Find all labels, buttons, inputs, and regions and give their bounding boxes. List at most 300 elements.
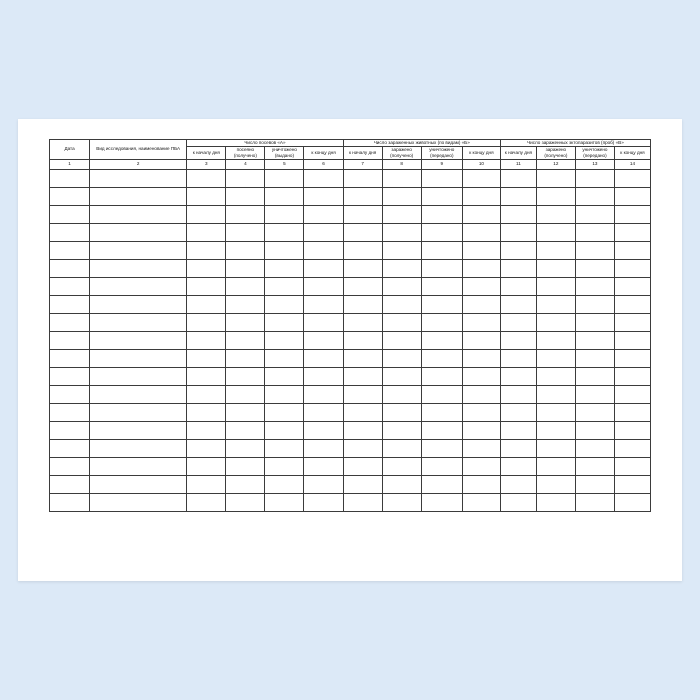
table-cell[interactable] [187,259,226,277]
table-cell[interactable] [343,169,382,187]
table-cell[interactable] [265,277,304,295]
table-cell[interactable] [500,313,536,331]
table-row[interactable] [50,403,651,421]
table-cell[interactable] [90,421,187,439]
table-cell[interactable] [187,313,226,331]
table-cell[interactable] [421,421,462,439]
group-header-ectoparasites: Число зараженных эктопаразитов (проб) «В» [500,140,650,147]
table-cell[interactable] [343,475,382,493]
table-cell[interactable] [50,169,90,187]
table-cell[interactable] [343,187,382,205]
column-header-a-end: к концу дня [304,146,343,159]
table-cell[interactable] [382,295,421,313]
table-cell[interactable] [265,205,304,223]
table-cell[interactable] [343,331,382,349]
table-cell[interactable] [187,403,226,421]
table-cell[interactable] [304,367,343,385]
table-cell[interactable] [90,457,187,475]
table-cell[interactable] [536,187,575,205]
table-cell[interactable] [226,259,265,277]
table-cell[interactable] [226,295,265,313]
table-cell[interactable] [421,439,462,457]
table-row[interactable] [50,187,651,205]
table-cell[interactable] [50,475,90,493]
table-cell[interactable] [304,493,343,511]
table-cell[interactable] [304,421,343,439]
table-cell[interactable] [265,187,304,205]
table-cell[interactable] [462,313,500,331]
table-cell[interactable] [536,439,575,457]
table-cell[interactable] [265,169,304,187]
table-cell[interactable] [462,439,500,457]
table-cell[interactable] [90,349,187,367]
table-cell[interactable] [265,421,304,439]
table-cell[interactable] [575,313,614,331]
table-cell[interactable] [536,295,575,313]
table-cell[interactable] [614,223,650,241]
table-cell[interactable] [536,205,575,223]
table-cell[interactable] [575,439,614,457]
table-cell[interactable] [462,403,500,421]
table-cell[interactable] [265,223,304,241]
table-cell[interactable] [536,313,575,331]
table-cell[interactable] [343,205,382,223]
table-cell[interactable] [50,403,90,421]
table-cell[interactable] [90,295,187,313]
table-cell[interactable] [575,259,614,277]
table-cell[interactable] [187,169,226,187]
table-cell[interactable] [614,439,650,457]
table-cell[interactable] [90,367,187,385]
table-cell[interactable] [90,241,187,259]
table-cell[interactable] [50,313,90,331]
table-cell[interactable] [265,241,304,259]
table-cell[interactable] [304,439,343,457]
table-cell[interactable] [462,259,500,277]
table-cell[interactable] [462,349,500,367]
table-cell[interactable] [575,367,614,385]
table-cell[interactable] [90,439,187,457]
table-cell[interactable] [187,205,226,223]
table-cell[interactable] [226,385,265,403]
table-cell[interactable] [343,493,382,511]
table-cell[interactable] [304,169,343,187]
table-cell[interactable] [421,493,462,511]
table-row[interactable] [50,205,651,223]
document-sheet [18,119,682,581]
table-cell[interactable] [304,385,343,403]
table-cell[interactable] [90,475,187,493]
table-cell[interactable] [500,277,536,295]
table-cell[interactable] [614,169,650,187]
table-cell[interactable] [536,385,575,403]
table-cell[interactable] [382,187,421,205]
table-cell[interactable] [187,457,226,475]
table-cell[interactable] [265,493,304,511]
table-cell[interactable] [265,385,304,403]
table-cell[interactable] [90,331,187,349]
table-cell[interactable] [382,241,421,259]
table-cell[interactable] [614,295,650,313]
table-cell[interactable] [50,277,90,295]
table-cell[interactable] [226,205,265,223]
table-cell[interactable] [536,493,575,511]
table-cell[interactable] [500,259,536,277]
table-cell[interactable] [575,475,614,493]
table-cell[interactable] [536,421,575,439]
table-cell[interactable] [575,295,614,313]
table-cell[interactable] [421,205,462,223]
table-cell[interactable] [462,367,500,385]
table-cell[interactable] [304,475,343,493]
table-cell[interactable] [343,457,382,475]
table-cell[interactable] [304,331,343,349]
table-cell[interactable] [536,367,575,385]
table-cell[interactable] [500,385,536,403]
table-row[interactable] [50,493,651,511]
column-number: 2 [90,159,187,169]
table-cell[interactable] [575,349,614,367]
table-cell[interactable] [614,277,650,295]
table-cell[interactable] [421,403,462,421]
column-header-b-end: к концу дня [462,146,500,159]
table-cell[interactable] [462,187,500,205]
table-cell[interactable] [382,331,421,349]
table-cell[interactable] [265,367,304,385]
header-research-type: Вид исследования, наименование ПБА [90,140,187,160]
table-cell[interactable] [304,403,343,421]
table-row[interactable] [50,385,651,403]
table-cell[interactable] [50,349,90,367]
table-cell[interactable] [421,457,462,475]
table-cell[interactable] [536,169,575,187]
table-cell[interactable] [343,295,382,313]
table-cell[interactable] [500,403,536,421]
table-cell[interactable] [421,187,462,205]
table-cell[interactable] [226,493,265,511]
table-cell[interactable] [421,475,462,493]
table-cell[interactable] [575,241,614,259]
table-cell[interactable] [90,313,187,331]
table-cell[interactable] [265,475,304,493]
table-cell[interactable] [575,169,614,187]
table-row[interactable] [50,331,651,349]
table-cell[interactable] [343,259,382,277]
table-cell[interactable] [421,169,462,187]
column-header-v-infected: заражено (получено) [536,146,575,159]
table-cell[interactable] [614,259,650,277]
table-cell[interactable] [462,205,500,223]
table-row[interactable] [50,241,651,259]
table-cell[interactable] [343,277,382,295]
table-cell[interactable] [50,331,90,349]
table-cell[interactable] [265,457,304,475]
table-cell[interactable] [304,241,343,259]
table-cell[interactable] [187,421,226,439]
table-cell[interactable] [500,241,536,259]
table-cell[interactable] [187,475,226,493]
table-cell[interactable] [187,223,226,241]
table-cell[interactable] [226,457,265,475]
table-cell[interactable] [265,331,304,349]
table-cell[interactable] [304,277,343,295]
table-cell[interactable] [90,385,187,403]
table-cell[interactable] [90,205,187,223]
group-header-animals: Число зараженных животных (по видам) «Б» [343,140,500,147]
table-cell[interactable] [462,493,500,511]
table-cell[interactable] [187,295,226,313]
table-cell[interactable] [536,259,575,277]
column-number: 8 [382,159,421,169]
column-header-a-sown: посеяно (получено) [226,146,265,159]
table-cell[interactable] [500,187,536,205]
table-cell[interactable] [265,295,304,313]
table-cell[interactable] [343,439,382,457]
table-cell[interactable] [614,331,650,349]
table-row[interactable] [50,223,651,241]
table-cell[interactable] [575,385,614,403]
table-cell[interactable] [50,457,90,475]
table-cell[interactable] [90,277,187,295]
table-cell[interactable] [500,205,536,223]
column-header-v-destroyed: уничтожено (передано) [575,146,614,159]
table-cell[interactable] [382,457,421,475]
table-cell[interactable] [90,403,187,421]
table-cell[interactable] [462,421,500,439]
table-cell[interactable] [382,169,421,187]
table-cell[interactable] [462,331,500,349]
table-cell[interactable] [575,457,614,475]
table-cell[interactable] [462,385,500,403]
table-cell[interactable] [500,367,536,385]
table-cell[interactable] [536,349,575,367]
table-row[interactable] [50,259,651,277]
table-cell[interactable] [575,493,614,511]
table-cell[interactable] [304,295,343,313]
table-cell[interactable] [50,223,90,241]
table-cell[interactable] [421,331,462,349]
table-cell[interactable] [226,349,265,367]
table-row[interactable] [50,439,651,457]
table-cell[interactable] [500,169,536,187]
table-cell[interactable] [575,205,614,223]
table-cell[interactable] [343,385,382,403]
table-cell[interactable] [382,223,421,241]
table-cell[interactable] [304,313,343,331]
table-cell[interactable] [462,223,500,241]
table-cell[interactable] [382,259,421,277]
table-cell[interactable] [421,349,462,367]
table-cell[interactable] [343,421,382,439]
table-cell[interactable] [50,385,90,403]
table-cell[interactable] [304,187,343,205]
table-cell[interactable] [421,313,462,331]
table-cell[interactable] [575,331,614,349]
table-cell[interactable] [382,277,421,295]
table-cell[interactable] [343,223,382,241]
table-cell[interactable] [575,421,614,439]
table-cell[interactable] [265,403,304,421]
table-cell[interactable] [226,475,265,493]
column-header-b-destroyed: уничтожено (передано) [421,146,462,159]
table-cell[interactable] [187,439,226,457]
table-cell[interactable] [382,349,421,367]
table-cell[interactable] [614,313,650,331]
table-cell[interactable] [343,349,382,367]
table-cell[interactable] [382,403,421,421]
table-cell[interactable] [304,349,343,367]
table-cell[interactable] [614,493,650,511]
table-cell[interactable] [575,403,614,421]
table-cell[interactable] [50,367,90,385]
table-cell[interactable] [500,439,536,457]
table-cell[interactable] [90,187,187,205]
table-cell[interactable] [614,457,650,475]
table-cell[interactable] [304,223,343,241]
table-cell[interactable] [265,259,304,277]
table-cell[interactable] [50,187,90,205]
table-row[interactable] [50,313,651,331]
table-cell[interactable] [50,205,90,223]
table-cell[interactable] [462,295,500,313]
table-cell[interactable] [536,223,575,241]
table-cell[interactable] [500,349,536,367]
table-cell[interactable] [304,205,343,223]
table-cell[interactable] [500,295,536,313]
table-cell[interactable] [50,421,90,439]
table-row[interactable] [50,169,651,187]
table-cell[interactable] [90,259,187,277]
table-cell[interactable] [226,169,265,187]
table-cell[interactable] [187,349,226,367]
table-cell[interactable] [575,223,614,241]
table-cell[interactable] [343,403,382,421]
table-cell[interactable] [614,205,650,223]
table-cell[interactable] [421,277,462,295]
table-cell[interactable] [382,439,421,457]
table-cell[interactable] [90,493,187,511]
table-cell[interactable] [536,241,575,259]
table-cell[interactable] [382,385,421,403]
table-cell[interactable] [500,475,536,493]
table-cell[interactable] [421,367,462,385]
table-cell[interactable] [50,493,90,511]
table-cell[interactable] [614,349,650,367]
table-cell[interactable] [187,493,226,511]
table-cell[interactable] [343,367,382,385]
table-row[interactable] [50,349,651,367]
table-cell[interactable] [575,187,614,205]
table-cell[interactable] [421,385,462,403]
table-cell[interactable] [50,295,90,313]
table-cell[interactable] [614,403,650,421]
table-cell[interactable] [500,493,536,511]
table-cell[interactable] [421,223,462,241]
table-cell[interactable] [536,457,575,475]
table-cell[interactable] [421,259,462,277]
table-cell[interactable] [382,313,421,331]
table-cell[interactable] [462,475,500,493]
table-cell[interactable] [614,421,650,439]
table-cell[interactable] [614,385,650,403]
table-cell[interactable] [421,295,462,313]
table-cell[interactable] [500,331,536,349]
table-cell[interactable] [226,331,265,349]
table-cell[interactable] [187,385,226,403]
table-cell[interactable] [536,277,575,295]
table-cell[interactable] [462,277,500,295]
table-cell[interactable] [382,493,421,511]
column-header-v-end: к концу дня [614,146,650,159]
table-row[interactable] [50,421,651,439]
table-cell[interactable] [614,187,650,205]
table-cell[interactable] [187,367,226,385]
table-row[interactable] [50,475,651,493]
table-row[interactable] [50,367,651,385]
table-cell[interactable] [187,187,226,205]
table-cell[interactable] [50,439,90,457]
table-cell[interactable] [187,277,226,295]
table-cell[interactable] [462,241,500,259]
table-cell[interactable] [614,241,650,259]
table-cell[interactable] [382,475,421,493]
table-cell[interactable] [90,169,187,187]
table-cell[interactable] [226,313,265,331]
table-row[interactable] [50,457,651,475]
table-cell[interactable] [90,223,187,241]
table-cell[interactable] [304,259,343,277]
table-cell[interactable] [382,421,421,439]
table-cell[interactable] [343,313,382,331]
table-cell[interactable] [536,475,575,493]
table-cell[interactable] [462,457,500,475]
table-cell[interactable] [382,367,421,385]
table-cell[interactable] [536,403,575,421]
table-cell[interactable] [226,403,265,421]
table-cell[interactable] [226,367,265,385]
table-cell[interactable] [265,313,304,331]
table-cell[interactable] [614,475,650,493]
table-cell[interactable] [226,223,265,241]
table-cell[interactable] [226,277,265,295]
table-cell[interactable] [500,457,536,475]
table-cell[interactable] [265,349,304,367]
table-cell[interactable] [462,169,500,187]
table-cell[interactable] [226,187,265,205]
table-cell[interactable] [421,241,462,259]
table-cell[interactable] [382,205,421,223]
table-cell[interactable] [187,241,226,259]
table-cell[interactable] [226,241,265,259]
table-cell[interactable] [226,439,265,457]
table-cell[interactable] [500,421,536,439]
table-row[interactable] [50,295,651,313]
header-date: Дата [50,140,90,160]
journal-table-wrapper [49,139,651,512]
table-cell[interactable] [536,331,575,349]
table-cell[interactable] [304,457,343,475]
table-row[interactable] [50,277,651,295]
table-cell[interactable] [50,259,90,277]
table-cell[interactable] [187,331,226,349]
table-cell[interactable] [575,277,614,295]
table-cell[interactable] [500,223,536,241]
table-cell[interactable] [614,367,650,385]
table-cell[interactable] [265,439,304,457]
table-cell[interactable] [50,241,90,259]
table-cell[interactable] [343,241,382,259]
table-cell[interactable] [226,421,265,439]
